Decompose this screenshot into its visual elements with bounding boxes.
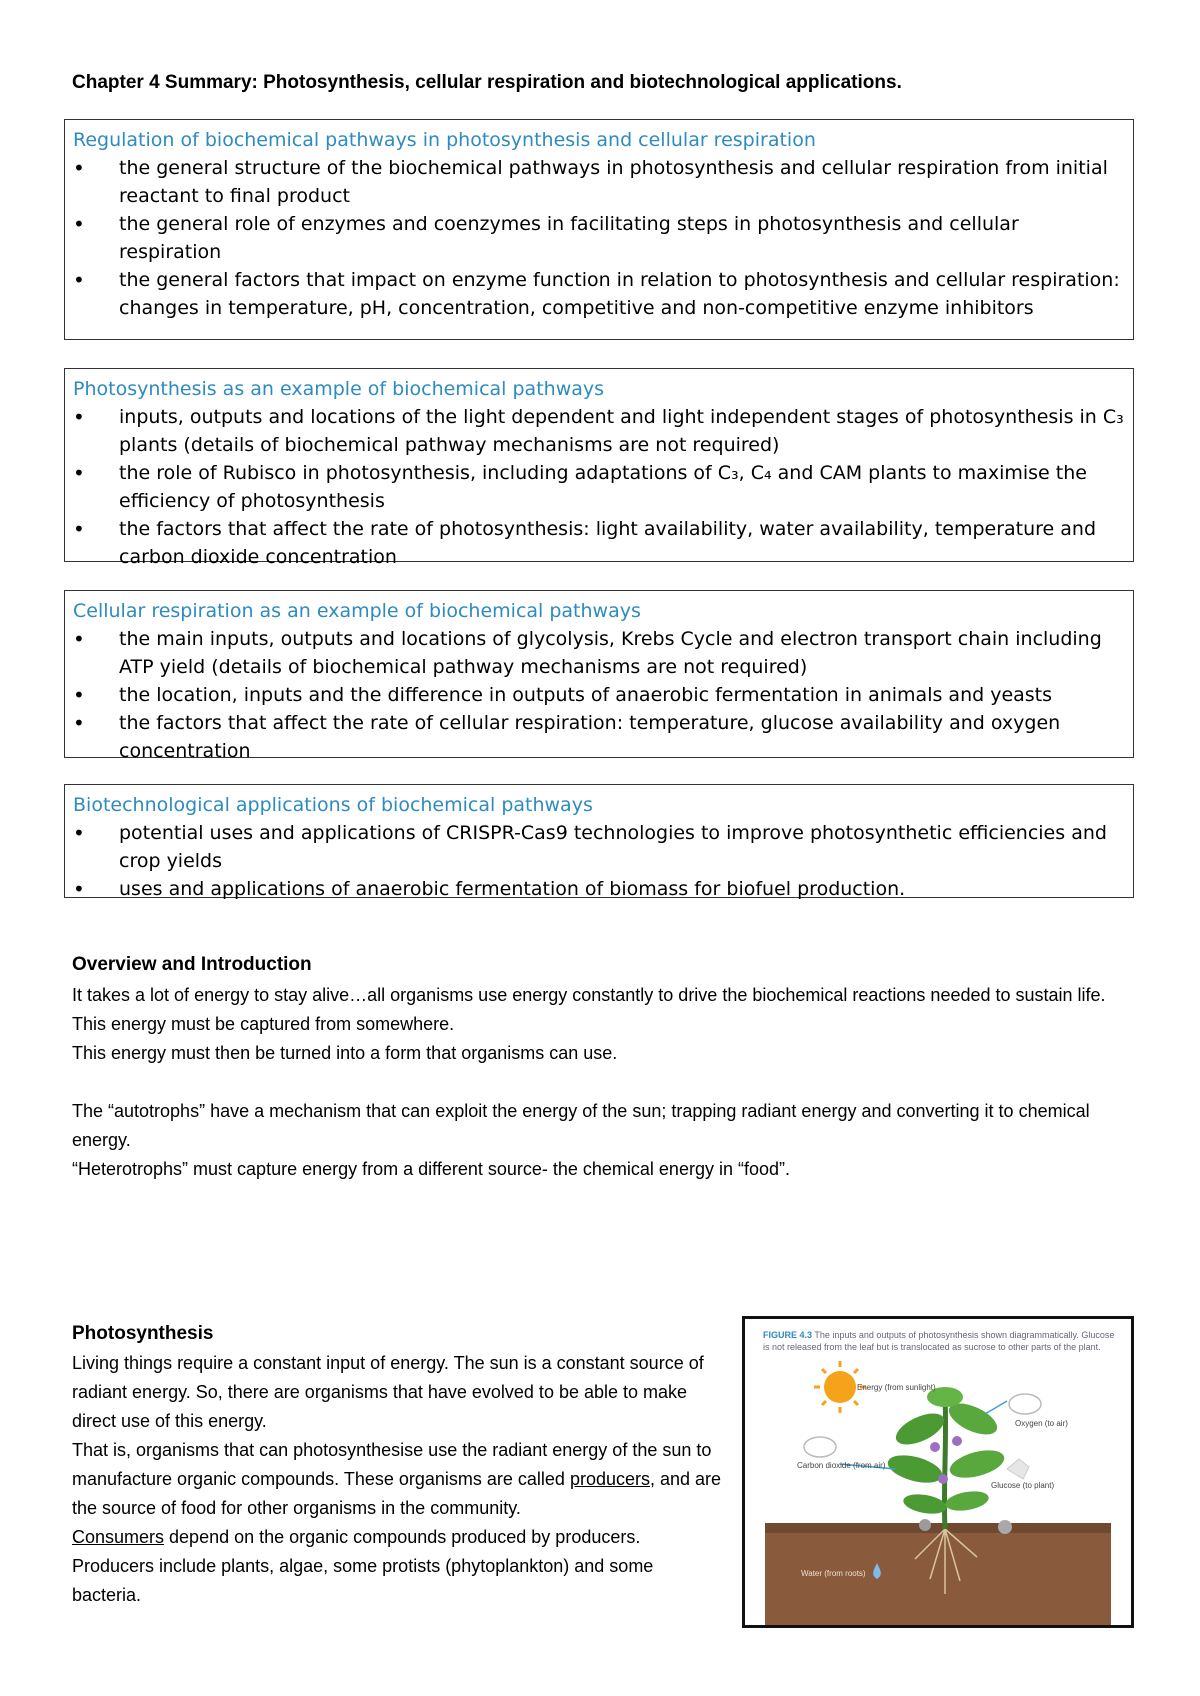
paragraph: That is, organisms that can photosynthesise use the radiant energy of the sun to manufacture organic compounds. These organisms are called producers, and are the source of food for other organisms in the community. <box>72 1440 722 1518</box>
figure-label: FIGURE 4.3 <box>763 1330 813 1340</box>
paragraph: Living things require a constant input of energy. The sun is a constant source of radiant energy. So, there are organisms that have evolved to be able to make direct use of this energy. <box>72 1353 704 1431</box>
list-item: • the factors that affect the rate of photosynthesis: light availability, water availability, temperature and carbon dioxide concentration <box>73 515 1125 571</box>
overview-line: “Heterotrophs” must capture energy from a different source- the chemical energy in “food”. <box>72 1159 790 1179</box>
overview-line: The “autotrophs” have a mechanism that can exploit the energy of the sun; trapping radiant energy and converting it to chemical energy. <box>72 1101 1090 1150</box>
overview-line: This energy must be captured from somewhere. <box>72 1014 455 1034</box>
paragraph: Consumers depend on the organic compounds produced by producers. <box>72 1527 641 1547</box>
paragraph: Producers include plants, algae, some protists (phytoplankton) and some bacteria. <box>72 1556 654 1605</box>
plant-illustration <box>745 1319 1131 1625</box>
outcome-box-regulation <box>64 119 1134 340</box>
label-co2: Carbon dioxide (from air) <box>797 1461 886 1470</box>
box-heading: Photosynthesis as an example of biochemical pathways <box>73 378 605 400</box>
page-title: Chapter 4 Summary: Photosynthesis, cellular respiration and biotechnological applications. <box>72 72 902 93</box>
list-item: • the location, inputs and the difference in outputs of anaerobic fermentation in animals and yeasts <box>73 681 1125 709</box>
figure-caption: FIGURE 4.3 The inputs and outputs of photosynthesis shown diagrammatically. Glucose is not released from the leaf but is translocated as sucrose to other parts of the plant. <box>763 1330 1115 1352</box>
list-item: • uses and applications of anaerobic fermentation of biomass for biofuel production. <box>73 875 1125 903</box>
label-water: Water (from roots) <box>801 1569 866 1578</box>
list-item: • the general factors that impact on enzyme function in relation to photosynthesis and cellular respiration: changes in temperature, pH, concentration, competitive and non-competitive enzyme inhibitors <box>73 266 1125 322</box>
consumers-term: Consumers <box>72 1527 165 1547</box>
outcome-box-respiration <box>64 590 1134 762</box>
list-item: • the factors that affect the rate of cellular respiration: temperature, glucose availability and oxygen concentration <box>73 709 1125 765</box>
oxygen-cloud <box>1009 1394 1041 1414</box>
photosynthesis-text <box>72 1349 722 1610</box>
box-heading: Regulation of biochemical pathways in photosynthesis and cellular respiration <box>73 129 816 151</box>
overview-line: This energy must then be turned into a form that organisms can use. <box>72 1043 618 1063</box>
list-item: • the general role of enzymes and coenzymes in facilitating steps in photosynthesis and cellular respiration <box>73 210 1125 266</box>
overview-heading: Overview and Introduction <box>72 954 312 975</box>
label-energy: Energy (from sunlight) <box>857 1383 936 1392</box>
outcome-box-biotech <box>64 784 1134 898</box>
photosynthesis-heading: Photosynthesis <box>72 1323 214 1344</box>
list-item: • the role of Rubisco in photosynthesis, including adaptations of C₃, C₄ and CAM plants to maximise the efficiency of photosynthesis <box>73 459 1125 515</box>
label-glucose: Glucose (to plant) <box>991 1481 1055 1490</box>
co2-cloud <box>804 1437 836 1457</box>
photosynthesis-figure <box>742 1316 1134 1628</box>
list-item: • potential uses and applications of CRISPR-Cas9 technologies to improve photosynthetic efficiencies and crop yields <box>73 819 1125 875</box>
glucose-icon <box>1007 1459 1029 1479</box>
overview-line: It takes a lot of energy to stay alive…all organisms use energy constantly to drive the biochemical reactions needed to sustain life. <box>72 985 1106 1005</box>
overview-text <box>72 981 1132 1184</box>
list-item: • inputs, outputs and locations of the light dependent and light independent stages of photosynthesis in C₃ plants (details of biochemical pathway mechanisms are not required) <box>73 403 1125 459</box>
outcome-box-photosynthesis <box>64 368 1134 568</box>
label-oxygen: Oxygen (to air) <box>1015 1419 1068 1428</box>
list-item: • the general structure of the biochemical pathways in photosynthesis and cellular respiration from initial reactant to final product <box>73 154 1125 210</box>
list-item: • the main inputs, outputs and locations of glycolysis, Krebs Cycle and electron transport chain including ATP yield (details of biochemical pathway mechanisms are not required) <box>73 625 1125 681</box>
box-heading: Biotechnological applications of biochemical pathways <box>73 794 593 816</box>
overview-line <box>72 1068 1132 1097</box>
producers-term: producers <box>569 1469 650 1489</box>
box-heading: Cellular respiration as an example of biochemical pathways <box>73 600 641 622</box>
